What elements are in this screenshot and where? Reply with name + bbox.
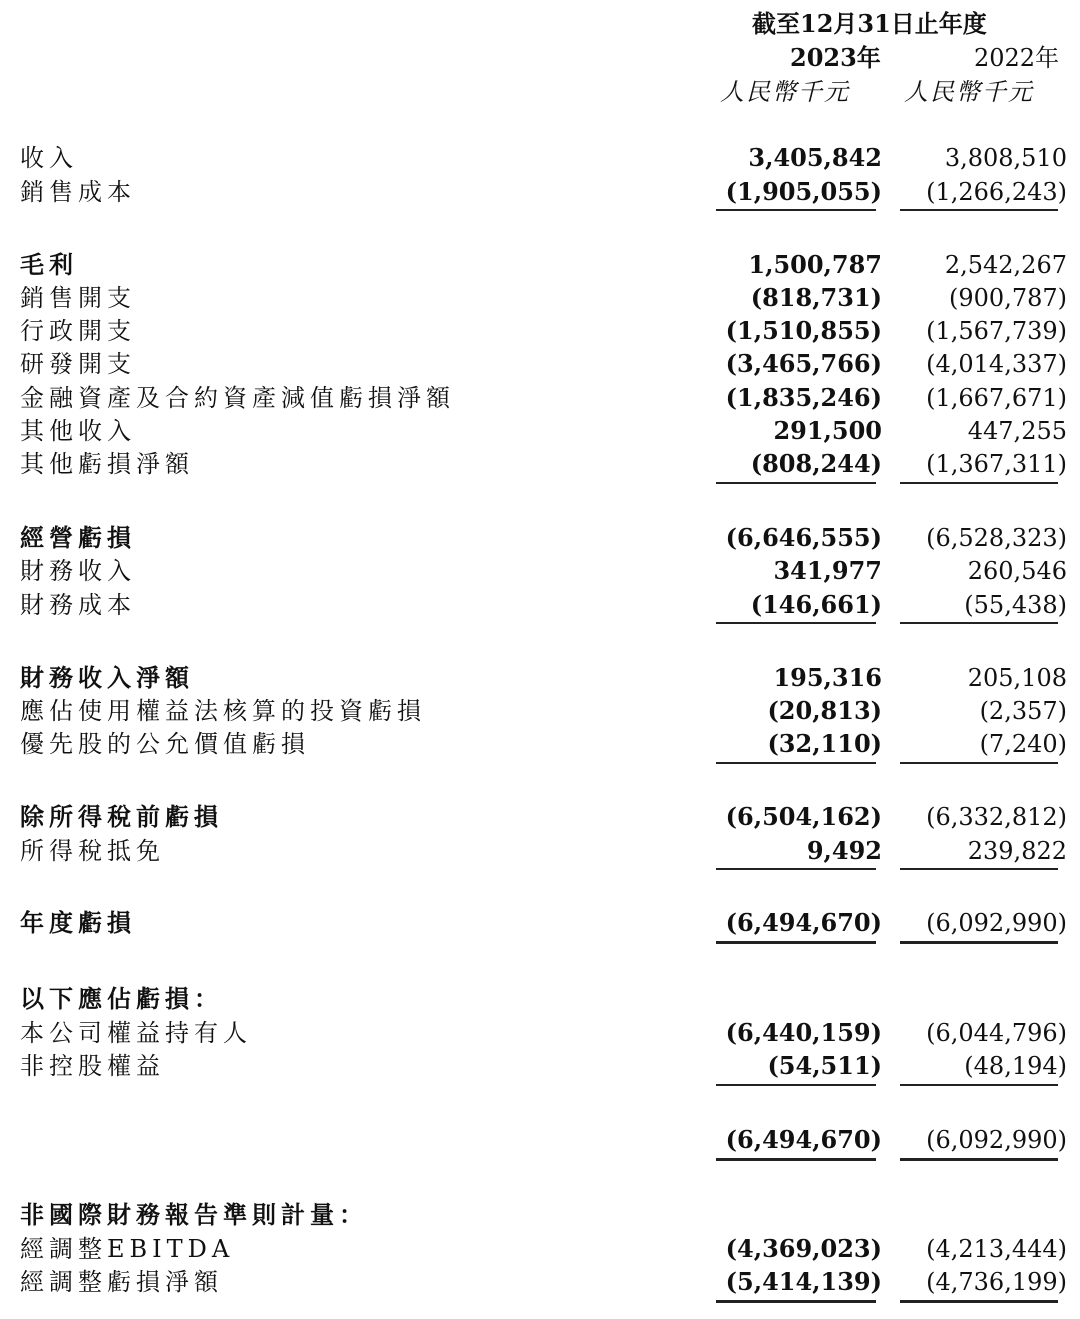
value-2022: (6,044,796) (926, 1019, 1067, 1047)
period-header: 截至12月31日止年度 (752, 9, 987, 38)
value-2022: 260,546 (967, 557, 1067, 585)
value-2022: (1,667,671) (926, 384, 1067, 412)
value-2022: 447,255 (967, 417, 1067, 445)
value-2023: (32,110) (767, 729, 882, 758)
value-2023: (6,504,162) (725, 802, 882, 831)
subtotal-rule (900, 209, 1058, 211)
value-2022: (1,367,311) (926, 450, 1067, 478)
currency-2022-header: 人民幣千元 (904, 78, 1034, 106)
total-rule (900, 1158, 1058, 1161)
value-2022: (6,092,990) (926, 909, 1067, 937)
value-2023: 195,316 (773, 663, 882, 692)
table-row (0, 982, 1080, 1016)
table-row (0, 1198, 1080, 1232)
value-2023: (6,494,670) (725, 908, 882, 937)
table-row (0, 414, 1080, 448)
value-2022: (4,736,199) (926, 1268, 1067, 1296)
total-rule (716, 941, 876, 944)
subtotal-rule (716, 209, 876, 211)
value-2023: 9,492 (806, 836, 882, 865)
value-2023: (20,813) (767, 696, 882, 725)
value-2023: (1,835,246) (725, 383, 882, 412)
value-2022: (6,092,990) (926, 1126, 1067, 1154)
table-row (0, 1232, 1080, 1266)
value-2022: (1,266,243) (926, 178, 1067, 206)
table-row (0, 447, 1080, 481)
subtotal-rule (716, 1084, 876, 1086)
value-2022: 2,542,267 (944, 251, 1067, 279)
value-2022: 239,822 (967, 837, 1067, 865)
row-label: 應佔使用權益法核算的投資虧損 (20, 697, 426, 725)
value-2023: (54,511) (767, 1051, 882, 1080)
table-row (0, 141, 1080, 175)
table-row (0, 1123, 1080, 1157)
total-rule (716, 1158, 876, 1161)
subtotal-rule (900, 868, 1058, 870)
value-2022: (4,213,444) (926, 1235, 1067, 1263)
year-2023-header: 2023年 (790, 43, 881, 72)
section-heading: 非國際財務報告準則計量： (20, 1200, 368, 1229)
table-row (0, 727, 1080, 761)
value-2022: (6,528,323) (926, 524, 1067, 552)
table-row (0, 281, 1080, 315)
table-row (0, 554, 1080, 588)
row-label: 收入 (20, 144, 78, 172)
subtotal-rule (716, 868, 876, 870)
subtotal-rule (716, 482, 876, 484)
total-rule (900, 941, 1058, 944)
row-label: 財務收入 (20, 557, 136, 585)
table-row (0, 834, 1080, 868)
row-label: 銷售成本 (20, 178, 136, 206)
value-2022: (55,438) (964, 591, 1067, 619)
table-row (0, 1049, 1080, 1083)
value-2023: (6,494,670) (725, 1125, 882, 1154)
subtotal-rule (900, 482, 1058, 484)
value-2022: (4,014,337) (926, 350, 1067, 378)
row-label: 年度虧損 (20, 908, 136, 937)
value-2023: (3,465,766) (725, 349, 882, 378)
total-rule (900, 1300, 1058, 1303)
row-label: 銷售開支 (20, 284, 136, 312)
value-2023: (808,244) (750, 449, 882, 478)
section-heading: 以下應佔虧損： (20, 984, 223, 1013)
value-2022: 3,808,510 (944, 144, 1067, 172)
value-2023: (4,369,023) (725, 1234, 882, 1263)
value-2023: (1,905,055) (725, 177, 882, 206)
row-label: 經營虧損 (20, 523, 136, 552)
value-2023: (6,440,159) (725, 1018, 882, 1047)
row-label: 財務成本 (20, 591, 136, 619)
table-row (0, 1016, 1080, 1050)
value-2023: (146,661) (750, 590, 882, 619)
table-row (0, 588, 1080, 622)
value-2023: 3,405,842 (748, 143, 882, 172)
subtotal-rule (716, 622, 876, 624)
subtotal-rule (900, 1084, 1058, 1086)
value-2022: (48,194) (964, 1052, 1067, 1080)
row-label: 除所得稅前虧損 (20, 802, 223, 831)
value-2022: (6,332,812) (926, 803, 1067, 831)
value-2023: (818,731) (750, 283, 882, 312)
subtotal-rule (900, 622, 1058, 624)
year-2022-header: 2022年 (974, 44, 1060, 72)
row-label: 行政開支 (20, 317, 136, 345)
table-row (0, 661, 1080, 695)
value-2023: 291,500 (773, 416, 882, 445)
value-2022: (2,357) (979, 697, 1067, 725)
value-2023: (6,646,555) (725, 523, 882, 552)
row-label: 財務收入淨額 (20, 663, 194, 692)
table-row (0, 347, 1080, 381)
value-2023: 1,500,787 (748, 250, 882, 279)
subtotal-rule (716, 762, 876, 764)
table-row (0, 175, 1080, 209)
table-row (0, 521, 1080, 555)
table-row (0, 800, 1080, 834)
table-row (0, 906, 1080, 940)
currency-2023-header: 人民幣千元 (720, 78, 850, 106)
row-label: 其他收入 (20, 417, 136, 445)
value-2022: (900,787) (949, 284, 1067, 312)
row-label: 優先股的公允價值虧損 (20, 730, 310, 758)
row-label: 其他虧損淨額 (20, 450, 194, 478)
row-label: 毛利 (20, 250, 78, 279)
value-2022: (1,567,739) (926, 317, 1067, 345)
value-2023: 341,977 (773, 556, 882, 585)
row-label: 非控股權益 (20, 1052, 165, 1080)
subtotal-rule (900, 762, 1058, 764)
row-label: 經調整虧損淨額 (20, 1268, 223, 1296)
table-row (0, 1265, 1080, 1299)
row-label: 研發開支 (20, 350, 136, 378)
table-row (0, 694, 1080, 728)
row-label: 本公司權益持有人 (20, 1019, 252, 1047)
value-2023: (1,510,855) (725, 316, 882, 345)
row-label: 所得稅抵免 (20, 837, 165, 865)
row-label: 經調整EBITDA (20, 1235, 235, 1263)
table-row (0, 314, 1080, 348)
row-label: 金融資產及合約資產減值虧損淨額 (20, 384, 455, 412)
table-row (0, 381, 1080, 415)
value-2023: (5,414,139) (725, 1267, 882, 1296)
table-row (0, 248, 1080, 282)
total-rule (716, 1300, 876, 1303)
value-2022: 205,108 (967, 664, 1067, 692)
value-2022: (7,240) (979, 730, 1067, 758)
